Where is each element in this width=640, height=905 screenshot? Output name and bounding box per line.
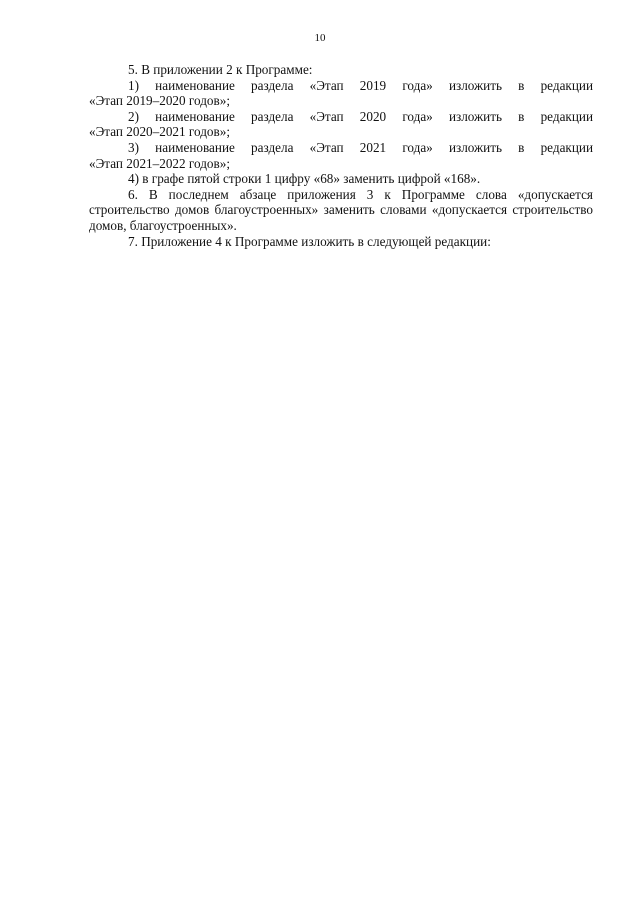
subitem-1-continuation: «Этап 2019–2020 годов»; xyxy=(89,93,230,109)
subitem-3-line: 3) наименование раздела «Этап 2021 года» изложить в редакции xyxy=(128,139,593,155)
paragraph-item-5: 5. В приложении 2 к Программе: xyxy=(128,62,313,77)
subitem-2-line: 2) наименование раздела «Этап 2020 года» изложить в редакции xyxy=(128,108,593,124)
document-body xyxy=(89,62,593,249)
paragraph-item-7: 7. Приложение 4 к Программе изложить в следующей редакции: xyxy=(128,233,491,249)
subitem-3-continuation: «Этап 2021–2022 годов»; xyxy=(89,155,230,171)
paragraph-item-6: 6. В последнем абзаце приложения 3 к Программе слова «допускается строительство домов благоустроенных» заменить словами «допускается строительство домов, благоустроенных». xyxy=(89,186,593,233)
subitem-4-line: 4) в графе пятой строки 1 цифру «68» заменить цифрой «168». xyxy=(128,171,481,187)
page-number: 10 xyxy=(314,32,326,44)
subitem-2-continuation: «Этап 2020–2021 годов»; xyxy=(89,124,230,140)
subitem-1-line: 1) наименование раздела «Этап 2019 года» изложить в редакции xyxy=(128,77,593,93)
